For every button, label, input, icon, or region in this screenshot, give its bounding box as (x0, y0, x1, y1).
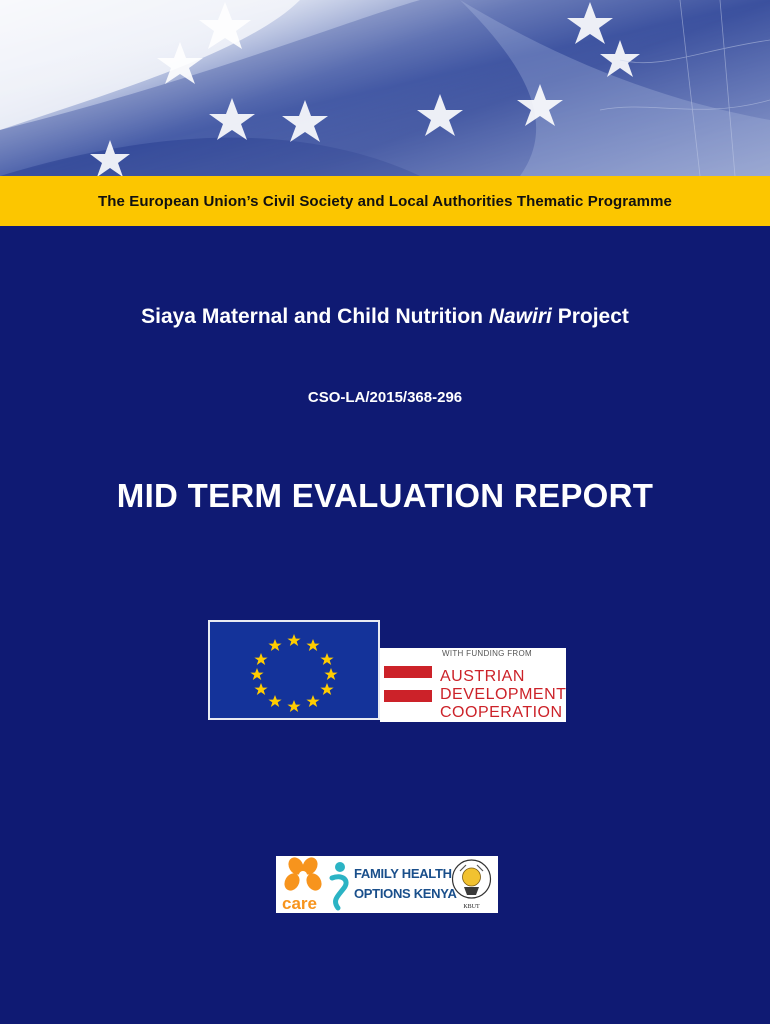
ada-line-2: DEVELOPMENT (440, 686, 567, 703)
care-logo-icon (278, 856, 328, 913)
kbut-crest-icon (446, 857, 497, 912)
reference-code: CSO-LA/2015/368-296 (307, 389, 463, 406)
fho-figure-icon (328, 858, 354, 912)
austria-flag-red-top (384, 666, 432, 678)
austria-flag-white (384, 678, 432, 690)
project-title-prefix: Siaya Maternal and Child Nutrition (141, 305, 489, 328)
eu-stars (250, 634, 337, 712)
kbut-emblem (446, 857, 497, 903)
austrian-development-cooperation-logo (380, 648, 566, 722)
ada-line-1: AUSTRIAN (440, 668, 525, 685)
eu-flag-icon (208, 620, 380, 720)
programme-banner (0, 176, 770, 226)
fho-line-1: FAMILY HEALTH (354, 866, 452, 881)
ada-line-3: COOPERATION (440, 704, 563, 721)
project-title (0, 305, 770, 329)
austria-flag-icon (384, 666, 432, 702)
kbut-label: KBUT (463, 904, 480, 910)
flag-stars-decoration (0, 0, 770, 176)
fho-line-2: OPTIONS KENYA (354, 886, 457, 901)
project-title-suffix: Project (551, 305, 629, 328)
eu-flag-banner-image (0, 0, 770, 176)
care-logo-text: care (282, 894, 317, 913)
care-hands-icon (278, 856, 328, 896)
partner-logos (276, 856, 498, 913)
ada-funding-label: WITH FUNDING FROM (442, 649, 532, 658)
fho-logo-icon (328, 858, 457, 912)
eu-stars-circle (210, 622, 378, 718)
project-title-italic: Nawiri (488, 305, 552, 328)
programme-banner-text: The European Union’s Civil Society and Local Authorities Thematic Programme (98, 192, 672, 210)
austria-flag-red-bottom (384, 690, 432, 702)
report-title: MID TERM EVALUATION REPORT (116, 477, 654, 514)
